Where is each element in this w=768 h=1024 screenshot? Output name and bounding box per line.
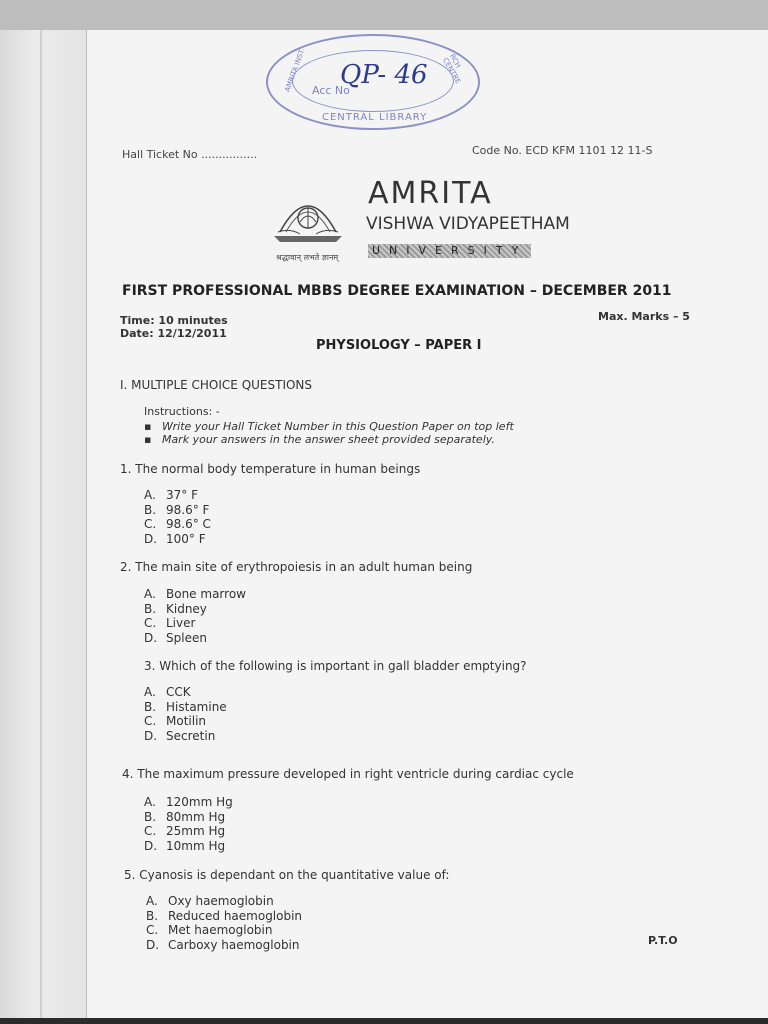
scan-top-strip (0, 0, 768, 30)
option: B. 98.6° F (144, 502, 210, 517)
university-motto: श्रद्धावान् लभते ज्ञानम् (276, 253, 339, 262)
exam-time: Time: 10 minutes (120, 314, 228, 327)
option: B. 80mm Hg (144, 809, 226, 824)
question-5: 5. Cyanosis is dependant on the quantitative value of: (124, 868, 450, 882)
left-page-edge (0, 30, 87, 1018)
university-name: AMRITA (368, 176, 493, 211)
question-2: 2. The main site of erythropoiesis in an adult human being (120, 560, 473, 574)
hall-ticket-label: Hall Ticket No ................ (122, 148, 258, 161)
option: C. Motilin (144, 714, 207, 728)
option: A. 37° F (144, 488, 198, 502)
stamp-accession: Acc No (312, 84, 350, 97)
option: C. Met haemoglobin (146, 923, 273, 937)
question-1: 1. The normal body temperature in human beings (120, 462, 421, 476)
option: B. Histamine (144, 699, 227, 714)
option: B. Reduced haemoglobin (146, 908, 303, 923)
question-1-options (144, 488, 211, 546)
option: D. 100° F (144, 531, 206, 546)
instruction-text: Mark your answers in the answer sheet provided separately. (161, 433, 495, 446)
instruction-text: Write your Hall Ticket Number in this Question Paper on top left (161, 420, 514, 433)
exam-date: Date: 12/12/2011 (120, 327, 227, 340)
option: A. 120mm Hg (144, 795, 233, 809)
page-fold (40, 30, 42, 1018)
code-number: Code No. ECD KFM 1101 12 11-S (472, 144, 653, 157)
bullet-icon: ▪ (144, 433, 162, 446)
university-subtitle: VISHWA VIDYAPEETHAM (366, 214, 570, 234)
option: D. 10mm Hg (144, 838, 226, 853)
option: D. Spleen (144, 630, 207, 645)
question-4: 4. The maximum pressure developed in right ventricle during cardiac cycle (122, 767, 574, 781)
university-emblem-icon (270, 188, 346, 252)
bullet-icon: ▪ (144, 420, 162, 433)
handwritten-qp-number: QP- 46 (340, 60, 428, 90)
instruction-item (144, 420, 514, 433)
question-3-options (144, 685, 227, 743)
section-heading: I. MULTIPLE CHOICE QUESTIONS (120, 378, 313, 392)
option: D. Secretin (144, 728, 216, 743)
pto-label: P.T.O (648, 934, 678, 947)
paper-title: PHYSIOLOGY – PAPER I (316, 338, 482, 353)
option: A. CCK (144, 685, 191, 699)
max-marks: Max. Marks – 5 (598, 310, 690, 323)
stamp-library: CENTRAL LIBRARY (322, 112, 428, 123)
university-tag: UNIVERSITY (368, 244, 531, 258)
stamp-ring-text-right: RCH CENTRE (441, 52, 463, 86)
option: C. 98.6° C (144, 517, 211, 531)
stamp-ring-text-left: AMRITA INST. (283, 47, 307, 93)
instructions-label: Instructions: - (144, 405, 220, 418)
option: A. Bone marrow (144, 587, 246, 601)
question-5-options (146, 894, 302, 952)
question-2-options (144, 587, 246, 645)
question-3: 3. Which of the following is important in gall bladder emptying? (144, 659, 527, 673)
exam-paper (0, 30, 768, 1018)
option: A. Oxy haemoglobin (146, 894, 274, 908)
option: D. Carboxy haemoglobin (146, 937, 300, 952)
option: B. Kidney (144, 601, 207, 616)
option: C. Liver (144, 616, 196, 630)
exam-title: FIRST PROFESSIONAL MBBS DEGREE EXAMINATION – DECEMBER 2011 (122, 283, 672, 299)
question-4-options (144, 795, 233, 853)
option: C. 25mm Hg (144, 824, 226, 838)
instruction-item (144, 433, 495, 446)
